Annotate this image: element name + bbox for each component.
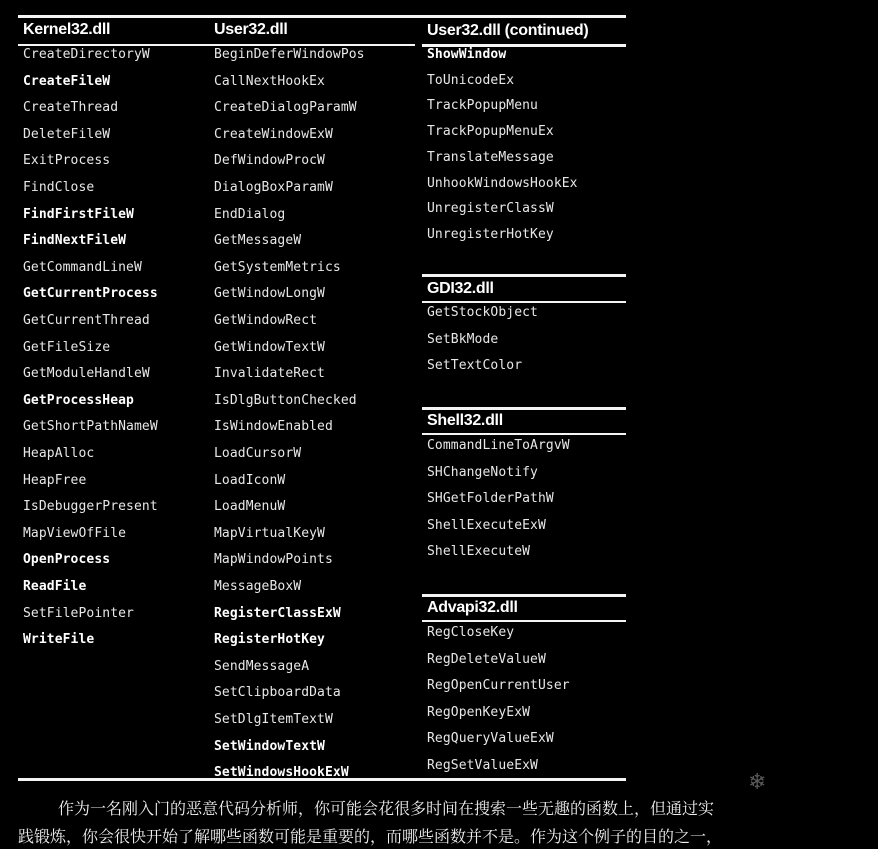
function-name: FindFirstFileW [23,206,134,222]
function-name: SetWindowTextW [214,738,325,754]
function-name: RegSetValueExW [427,758,538,773]
shell32-top-rule [422,407,626,410]
function-name: CreateDirectoryW [23,47,150,62]
watermark-logo: ❄ [748,770,767,795]
gdi32-top-rule [422,274,626,277]
table-top-rule [18,15,626,18]
function-name: LoadIconW [214,472,286,488]
function-name: GetCommandLineW [23,259,142,275]
user32-continued-header: User32.dll (continued) [427,22,589,39]
shell32-header: Shell32.dll [427,412,503,429]
function-name: HeapFree [23,472,87,488]
paragraph-line-2: 践锻炼，你会很快开始了解哪些函数可能是重要的，而哪些函数并不是。作为这个例子的目的之一， [18,827,723,846]
function-name: RegDeleteValueW [427,651,546,667]
function-name: GetSystemMetrics [214,259,341,275]
function-name: UnhookWindowsHookEx [427,175,578,191]
function-name: TranslateMessage [427,149,554,165]
function-name: GetWindowLongW [214,286,325,302]
function-name: RegCloseKey [427,625,515,640]
function-name: SetTextColor [427,358,523,373]
function-name: SetClipboardData [214,685,341,701]
function-name: SHChangeNotify [427,464,538,480]
function-name: ShowWindow [427,47,507,62]
caption-fragment [0,0,878,8]
function-name: GetFileSize [23,339,111,355]
function-name: MapViewOfFile [23,525,127,541]
function-name: IsDlgButtonChecked [214,392,357,408]
function-name: UnregisterHotKey [427,226,554,242]
function-name: SendMessageA [214,658,310,674]
function-name: TrackPopupMenuEx [427,124,554,140]
function-name: GetShortPathNameW [23,419,158,435]
function-name: DialogBoxParamW [214,180,333,195]
advapi32-underline [422,620,626,622]
function-name: ToUnicodeEx [427,72,515,88]
function-name: CommandLineToArgvW [427,438,570,453]
function-name: CallNextHookEx [214,73,325,89]
function-name: RegOpenCurrentUser [427,678,570,694]
function-name: SetFilePointer [23,605,134,621]
function-name: SHGetFolderPathW [427,491,554,506]
advapi32-header: Advapi32.dll [427,599,518,616]
function-name: CreateWindowExW [214,126,333,142]
paragraph-line-1: 作为一名刚入门的恶意代码分析师，你可能会花很多时间在搜索一些无趣的函数上，但通过实 [58,799,715,818]
function-name: GetWindowRect [214,313,318,328]
function-name: DefWindowProcW [214,153,325,169]
function-name: GetMessageW [214,233,302,249]
function-name: OpenProcess [23,552,111,568]
function-name: LoadCursorW [214,446,302,461]
function-name: UnregisterClassW [427,201,554,217]
function-name: LoadMenuW [214,499,286,515]
gdi32-header: GDI32.dll [427,280,494,297]
function-name: RegisterHotKey [214,632,325,648]
function-name: FindClose [23,180,95,195]
function-name: MessageBoxW [214,579,302,594]
function-name: IsWindowEnabled [214,419,333,435]
function-name: RegOpenKeyExW [427,704,531,720]
function-name: MapVirtualKeyW [214,525,325,541]
function-name: SetDlgItemTextW [214,712,333,727]
kernel32-header: Kernel32.dll [23,21,111,38]
function-name: GetCurrentThread [23,313,150,328]
function-name: RegisterClassExW [214,605,341,621]
function-name: HeapAlloc [23,446,95,461]
function-name: GetCurrentProcess [23,286,158,302]
function-name: GetWindowTextW [214,339,325,355]
user32-header: User32.dll [214,21,288,38]
shell32-underline [422,433,626,435]
gdi32-underline [422,301,626,303]
function-name: CreateDialogParamW [214,100,357,116]
header-underline-left [18,44,415,46]
function-name: SetWindowsHookExW [214,765,349,781]
function-name: GetModuleHandleW [23,366,150,382]
function-name: TrackPopupMenu [427,98,538,114]
function-name: MapWindowPoints [214,552,333,568]
function-name: ReadFile [23,579,87,594]
function-name: SetBkMode [427,331,499,347]
function-name: ShellExecuteExW [427,517,546,533]
function-name: EndDialog [214,206,286,222]
function-name: BeginDeferWindowPos [214,47,365,62]
advapi32-top-rule [422,594,626,597]
function-name: GetProcessHeap [23,392,134,408]
function-name: ExitProcess [23,153,111,169]
function-name: DeleteFileW [23,126,111,142]
function-name: CreateThread [23,100,119,116]
function-name: InvalidateRect [214,366,325,382]
function-name: CreateFileW [23,73,111,89]
function-name: ShellExecuteW [427,544,531,559]
function-name: IsDebuggerPresent [23,499,158,515]
function-name: WriteFile [23,632,95,648]
function-name: RegQueryValueExW [427,731,554,747]
function-name: GetStockObject [427,305,538,320]
function-name: FindNextFileW [23,233,127,249]
